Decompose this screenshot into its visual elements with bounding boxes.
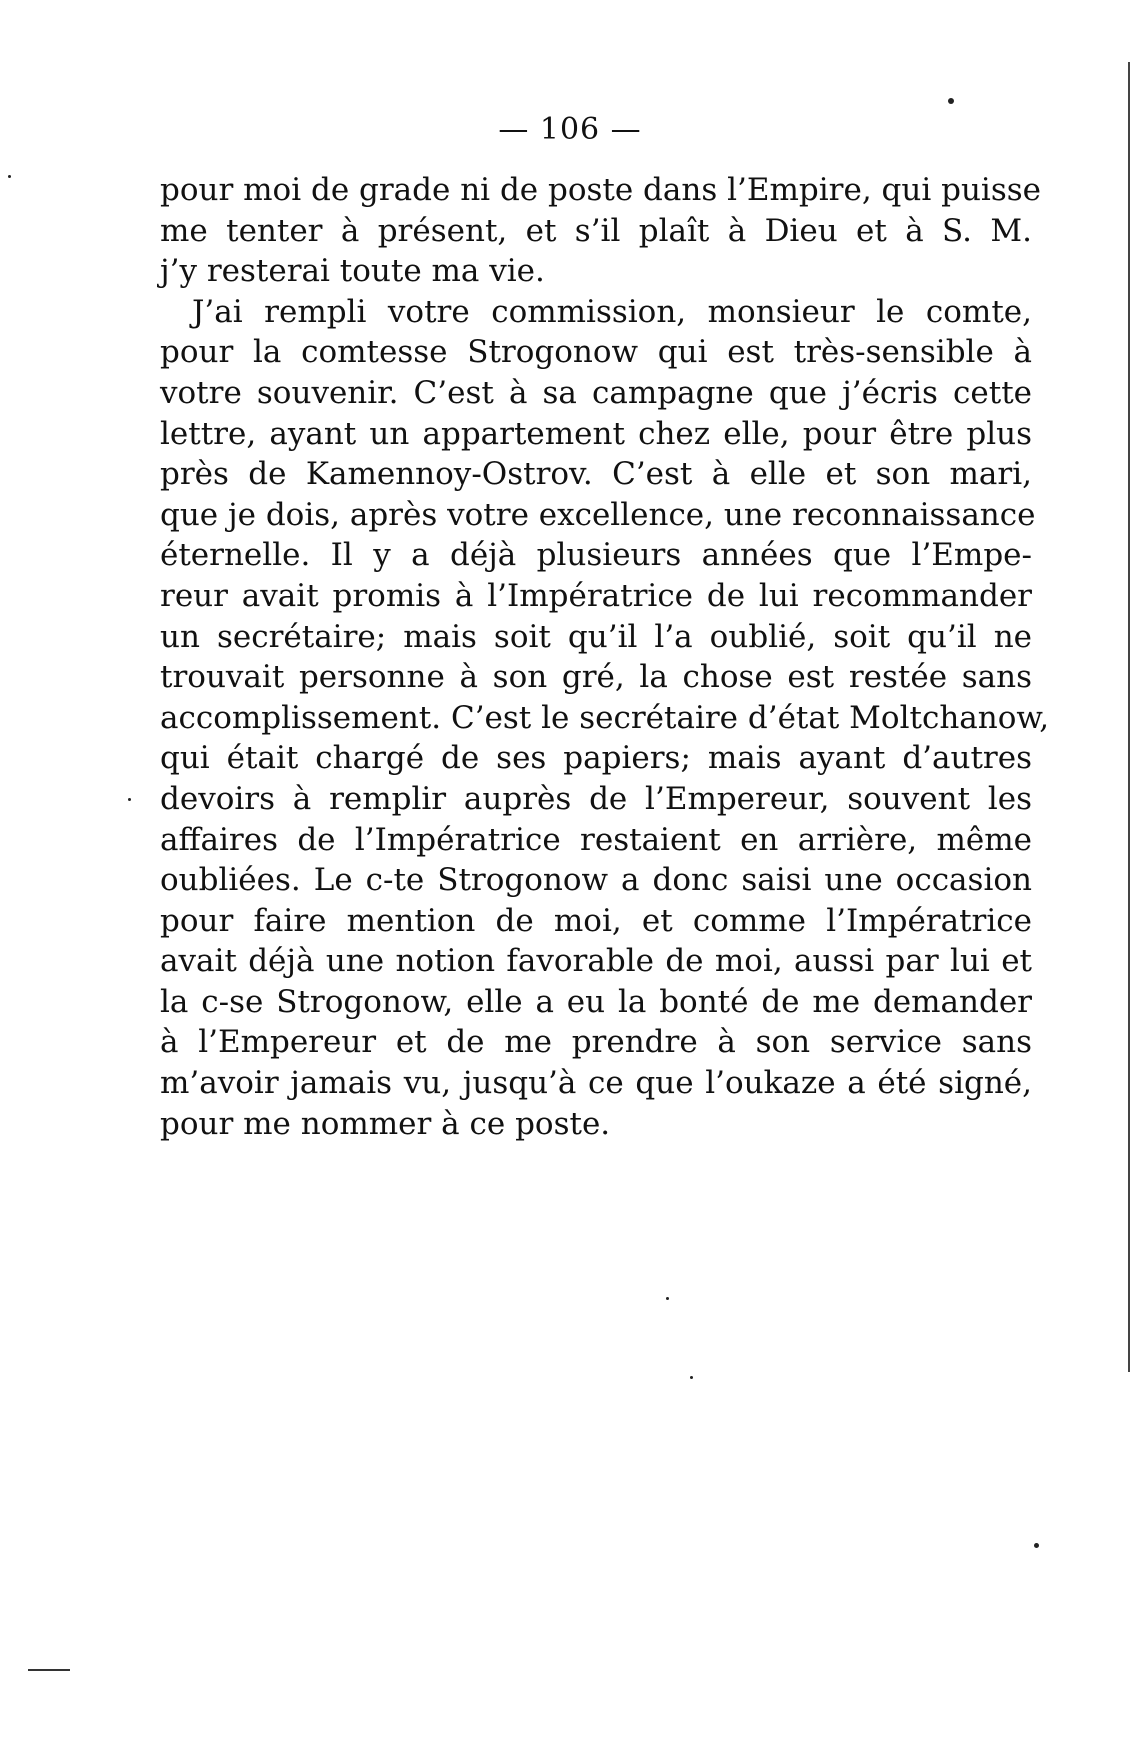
text-line: reur avait promis à l’Impératrice de lui recommander [160,577,1032,614]
text-line: près de Kamennoy-Ostrov. C’est à elle et son mari, [160,456,1032,493]
scan-speck [128,798,131,801]
scan-speck [666,1297,669,1300]
page-edge-line [1128,62,1130,1372]
text-line: avait déjà une notion favorable de moi, aussi par lui et [160,943,1032,980]
text-line: trouvait personne à son gré, la chose est restée sans [160,659,1032,696]
text-line: que je dois, après votre excellence, une reconnaissance [160,496,1036,533]
text-line: éternelle. Il y a déjà plusieurs années que l’Empe- [160,537,1032,574]
text-line: J’ai rempli votre commission, monsieur le comte, [192,293,1032,330]
text-line: pour moi de grade ni de poste dans l’Empire, qui puisse [160,172,1042,208]
text-line: la c-se Strogonow, elle a eu la bonté de me demander [160,983,1032,1020]
text-line: devoirs à remplir auprès de l’Empereur, souvent les [160,780,1032,817]
text-line: m’avoir jamais vu, jusqu’à ce que l’oukaze a été signé, [160,1065,1032,1102]
text-line: oubliées. Le c-te Strogonow a donc saisi une occasion [160,862,1032,899]
text-line: j’y resterai toute ma vie. [160,253,545,290]
body-text [160,170,1050,1144]
scan-mark [28,1669,70,1671]
text-line: pour faire mention de moi, et comme l’Impératrice [160,902,1032,939]
text-line: votre souvenir. C’est à sa campagne que j’écris cette [160,374,1032,411]
text-line: me tenter à présent, et s’il plaît à Dieu et à S. M. [160,212,1032,249]
scan-speck [948,98,954,104]
scan-speck [690,1376,693,1379]
text-line: qui était chargé de ses papiers; mais ayant d’autres [160,740,1032,777]
scan-speck [8,175,11,178]
page-number: — 106 — [498,112,642,147]
text-line: pour me nommer à ce poste. [160,1105,611,1142]
text-line: à l’Empereur et de me prendre à son service sans [160,1024,1032,1061]
text-line: pour la comtesse Strogonow qui est très-sensible à [160,334,1032,371]
text-line: un secrétaire; mais soit qu’il l’a oublié, soit qu’il ne [160,618,1032,655]
text-line: accomplissement. C’est le secrétaire d’état Moltchanow, [160,699,1050,736]
scan-speck [1034,1543,1039,1548]
text-line: lettre, ayant un appartement chez elle, pour être plus [160,415,1032,452]
text-line: affaires de l’Impératrice restaient en arrière, même [160,821,1032,858]
